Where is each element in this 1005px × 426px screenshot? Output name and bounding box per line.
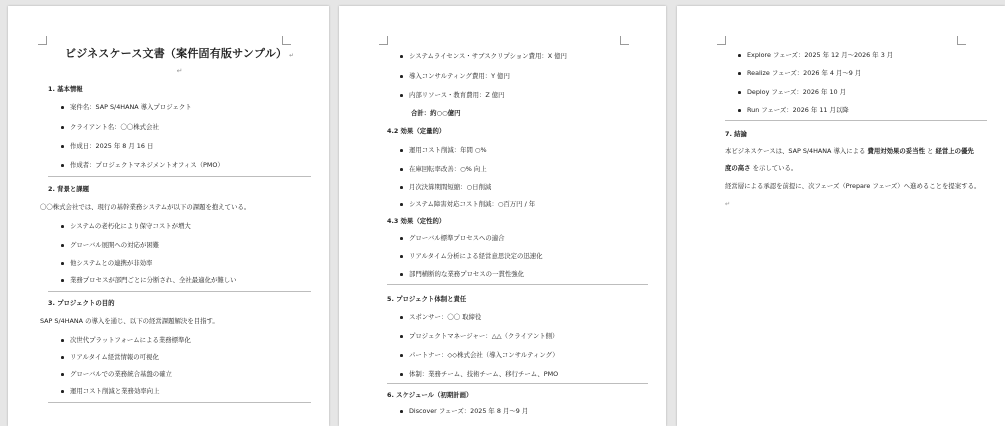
divider	[48, 291, 311, 292]
list-item: クライアント名：〇〇株式会社	[48, 123, 311, 132]
list-item: 在庫回転率改善：○% 向上	[387, 165, 648, 174]
section-heading-quantitative: 4.2 効果（定量的）	[387, 127, 446, 135]
crop-mark-top-right	[620, 36, 629, 45]
document-page-2	[339, 6, 666, 426]
list-item: プロジェクトマネージャー：△△（クライアント側）	[387, 332, 648, 341]
section-heading-conclusion: 7. 結論	[725, 130, 747, 138]
list-item: 月次決算期間短縮：○日削減	[387, 183, 648, 192]
list-item: Discover フェーズ：2025 年 8 月～9 月	[387, 407, 648, 416]
list-item: 他システムとの連携が非効率	[48, 259, 311, 268]
list-item: 運用コスト削減と業務効率向上	[48, 387, 311, 396]
list-item: 内部リソース・教育費用：Z 億円	[387, 91, 648, 100]
list-item: グローバル展開への対応が困難	[48, 241, 311, 250]
section-heading-organization: 5. プロジェクト体制と責任	[387, 295, 467, 303]
list-item: 作成者：プロジェクトマネジメントオフィス（PMO）	[48, 161, 311, 170]
list-item: Explore フェーズ：2025 年 12 月～2026 年 3 月	[725, 51, 987, 60]
crop-mark-top-right	[282, 36, 291, 45]
list-item: 業務プロセスが部門ごとに分断され、全社最適化が難しい	[48, 276, 311, 285]
list-item: Run フェーズ：2026 年 11 月以降	[725, 106, 987, 115]
divider	[48, 402, 311, 403]
conclusion-text-line-3: 経営層による承認を前提に、次フェーズ（Prepare フェーズ）へ進めることを提案する。	[725, 182, 981, 190]
cost-total: 合計：約○○億円	[411, 109, 461, 117]
list-item: 体制：業務チーム、技術チーム、移行チーム、PMO	[387, 370, 648, 379]
crop-mark-top-left	[379, 36, 388, 45]
section-heading-schedule: 6. スケジュール（初期計画）	[387, 391, 473, 399]
document-page-3	[677, 6, 1005, 426]
divider	[725, 120, 987, 121]
empty-paragraph: ↵	[176, 67, 183, 75]
crop-mark-top-left	[717, 36, 726, 45]
list-item: 導入コンサルティング費用：Y 億円	[387, 72, 648, 81]
list-item: 次世代プラットフォームによる業務標準化	[48, 336, 311, 345]
list-item: システム障害対応コスト削減：○百万円 / 年	[387, 200, 648, 209]
document-page-1	[8, 6, 329, 426]
list-item: グローバル標準プロセスへの適合	[387, 234, 648, 243]
list-item: リアルタイム分析による経営意思決定の迅速化	[387, 252, 648, 261]
list-item: リアルタイム経営情報の可視化	[48, 353, 311, 362]
crop-mark-top-right	[957, 36, 966, 45]
list-item: スポンサー：〇〇 取締役	[387, 313, 648, 322]
list-item: 部門横断的な業務プロセスの一貫性強化	[387, 270, 648, 279]
section-intro: 〇〇株式会社では、現行の基幹業務システムが以下の課題を抱えている。	[40, 203, 251, 211]
list-item: システムライセンス・サブスクリプション費用：X 億円	[387, 52, 648, 61]
conclusion-text-line-2: 度の高さ を示している。	[725, 164, 798, 172]
empty-paragraph: ↵	[725, 200, 731, 208]
section-heading-purpose: 3. プロジェクトの目的	[48, 299, 115, 307]
list-item: グローバルでの業務統合基盤の確立	[48, 370, 311, 379]
section-heading-qualitative: 4.3 効果（定性的）	[387, 217, 446, 225]
divider	[387, 284, 648, 285]
list-item: 運用コスト削減：年間 ○%	[387, 146, 648, 155]
list-item: システムの老朽化により保守コストが増大	[48, 222, 311, 231]
divider	[387, 383, 648, 384]
crop-mark-top-left	[38, 36, 47, 45]
list-item: パートナー：◇◇株式会社（導入コンサルティング）	[387, 351, 648, 360]
section-intro: SAP S/4HANA の導入を通じ、以下の経営課題解決を目指す。	[40, 317, 219, 325]
list-item: 案件名：SAP S/4HANA 導入プロジェクト	[48, 103, 311, 112]
section-heading-background: 2. 背景と課題	[48, 185, 90, 193]
section-heading-basic-info: 1. 基本情報	[48, 85, 83, 93]
list-item: Realize フェーズ：2026 年 4 月～9 月	[725, 69, 987, 78]
list-item: Deploy フェーズ：2026 年 10 月	[725, 88, 987, 97]
divider	[48, 176, 311, 177]
list-item: 作成日：2025 年 8 月 16 日	[48, 142, 311, 151]
document-title: ビジネスケース文書（案件固有版サンプル） ↵	[65, 47, 294, 60]
conclusion-text-line-1: 本ビジネスケースは、SAP S/4HANA 導入による 費用対効果の妥当性 と 経営上の優先	[725, 147, 974, 155]
